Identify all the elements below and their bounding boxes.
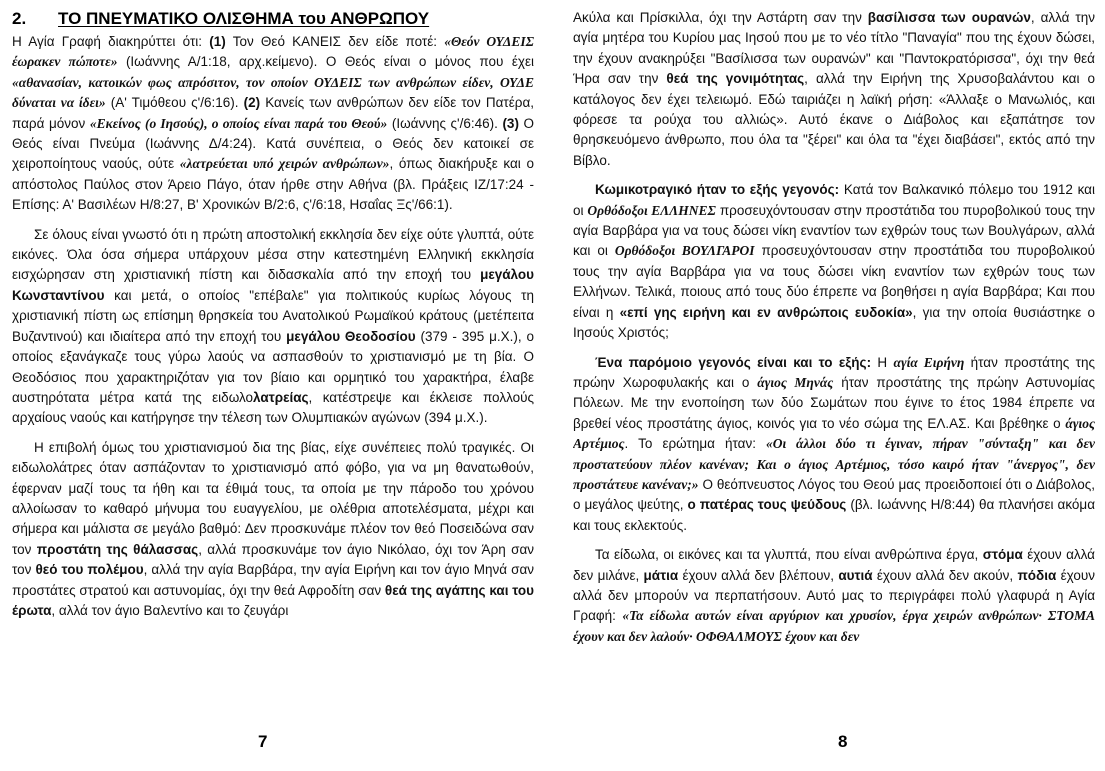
left-page: [12, 8, 534, 733]
paragraph: Τα είδωλα, οι εικόνες και τα γλυπτά, που είναι ανθρώπινα έργα, στόμα έχουν αλλά δεν μιλάνε, μάτια έχουν αλλά δεν βλέπουν, αυτιά έχουν αλλά δεν ακούν, πόδια έχουν αλλά δεν μπορούν να περπατήσουν. Αυτό μας το περιγράφει πολύ γλαφυρά η Αγία Γραφή: «Τα είδωλα αυτών είναι αργύριον και χρυσίον, έργα χειρών ανθρώπων· ΣΤΟΜΑ έχουν και δεν λαλούν· ΟΦΘΑΛΜΟΥΣ έχουν και δεν: [573, 547, 1095, 644]
right-page: [573, 8, 1095, 733]
section-heading: [12, 8, 534, 30]
page-number-left: 7: [258, 732, 268, 751]
paragraph: Ένα παρόμοιο γεγονός είναι και το εξής: Η αγία Ειρήνη ήταν προστάτης της πρώην Χωροφυλακής και ο άγιος Μηνάς ήταν προστάτης της πρώην Αστυνομίας Πόλεων. Με την ενοποίηση των δύο Σωμάτων που έγινε το έτος 1984 έπρεπε να βρεθεί νέος προστάτης άγιος, κοινός για το νέο σώμα της ΕΛ.ΑΣ. Και βρέθηκε ο άγιος Αρτέμιος. Το ερώτημα ήταν: «Οι άλλοι δύο τι έγιναν, πήραν "σύνταξη" και δεν προστατεύουν πλέον κανέναν; Και ο άγιος Αρτέμιος, τόσο καιρό ήταν "άνεργος", δεν προστάτευε κανέναν;» Ο θεόπνευστος Λόγος του Θεού μας προειδοποιεί ότι ο Διάβολος, ο μεγάλος ψεύτης, ο πατέρας τους ψεύδους (βλ. Ιωάννης Η/8:44) θα πλανήσει ακόμα και τους εκλεκτούς.: [573, 354, 1095, 533]
section-number: 2.: [12, 9, 27, 28]
section-title: ΤΟ ΠΝΕΥΜΑΤΙΚΟ ΟΛΙΣΘΗΜΑ του ΑΝΘΡΩΠΟΥ: [58, 9, 430, 28]
right-page-text: [573, 8, 1095, 647]
paragraph: Η επιβολή όμως του χριστιανισμού δια της βίας, είχε συνέπειες πολύ τραγικές. Οι ειδωλολάτρες όταν ασπάζονταν το χριστιανισμό από φόβο, για να μη θανατωθούν, έφερναν μαζί τους τα ήθη και τα έθιμά τους, τα οποία με την πάροδο του χρόνου αλλοίωσαν το καθαρό μήνυμα του ευαγγελίου, με ολέθρια αποτελέσματα, μέχρι και σήμερα και μάλιστα σε μεγάλο βαθμό: Δεν προσκυνάμε πλέον τον θεό Ποσειδώνα σαν τον προστάτη της θάλασσας, αλλά προσκυνάμε τον άγιο Νικόλαο, όχι τον Άρη σαν τον θεό του πολέμου, αλλά την αγία Βαρβάρα, την αγία Ειρήνη και τον άγιο Μηνά σαν προστάτες στρατού και αστυνομίας, όχι την θεά Αφροδίτη σαν θεά της αγάπης και του έρωτα, αλλά τον άγιο Βαλεντίνο και το ζευγάρι: [12, 439, 534, 618]
page-number-right: 8: [838, 732, 848, 751]
left-page-text: [12, 32, 534, 621]
paragraph: Ακύλα και Πρίσκιλλα, όχι την Αστάρτη σαν την βασίλισσα των ουρανών, αλλά την αγία μητέρα του Κυρίου μας Ιησού που με το νέο τίτλο "Παναγία" που της έχουν δώσει, την έχουν ανακηρύξει "Βασίλισσα των ουρανών" και "Παντοκρατόρισσα", όχι την θεά Ήρα σαν την θεά της γονιμότητας, αλλά την Ειρήνη της Χρυσοβαλάντου και ο κατάλογος δεν έχει τελειωμό. Εδώ ταιριάζει η λαϊκή ρήση: «Άλλαξε ο Μανωλιός, και φόρεσε τα ρούχα του αλλιώς». Αυτό έκανε ο Διάβολος και εξαπάτησε τον θρησκευόμενο άνθρωπο, που όλα τα "ξέρει" και όλα τα "έχει διαβάσει", εκτός από την Βίβλο.: [573, 10, 1095, 168]
paragraph: Σε όλους είναι γνωστό ότι η πρώτη αποστολική εκκλησία δεν είχε ούτε γλυπτά, ούτε εικόνες. Όλα όσα σήμερα υπάρχουν μέσα στην κατεστημένη Ελληνική εκκλησία εισχώρησαν στη χριστιανική πίστη και διδασκαλία από την εποχή του μεγάλου Κωνσταντίνου και μετά, ο οποίος "επέβαλε" για πολιτικούς κυρίως λόγους τη χριστιανική πίστη ως επίσημη θρησκεία του Ανατολικού Ρωμαϊκού κράτους (μετέπειτα Βυζαντινού) και ιδιαίτερα από την εποχή του μεγάλου Θεοδοσίου (379 - 395 μ.Χ.), ο οποίος εξανάγκαζε τους γύρω λαούς να ασπασθούν το χριστιανισμό με τη βία. Ο Θεοδόσιος που χαρακτηριζόταν για τον βίαιο και ορμητικό του χαρακτήρα, έλαβε αυστηρότατα μέτρα κατά της ειδωλολατρείας, κατέστρεψε και έκλεισε πολλούς αρχαίους ναούς και κατήργησε την τέλεση των Ολυμπιακών αγώνων (394 μ.Χ.).: [12, 226, 534, 426]
paragraph: Η Αγία Γραφή διακηρύττει ότι: (1) Τον Θεό ΚΑΝΕΙΣ δεν είδε ποτέ: «Θεόν ΟΥΔΕΙΣ έωρακεν πώποτε» (Ιωάννης Α/1:18, αρχ.κείμενο). Ο Θεός είναι ο μόνος που έχει «αθανασίαν, κατοικών φως απρόσιτον, τον οποίον ΟΥΔΕΙΣ των ανθρώπων είδεν, ΟΥΔΕ δύναται να ίδει» (Α' Τιμόθεου ς'/6:16). (2) Κανείς των ανθρώπων δεν είδε τον Πατέρα, παρά μόνον «Εκείνος (ο Ιησούς), ο οποίος είναι παρά του Θεού» (Ιωάννης ς'/6:46). (3) Ο Θεός είναι Πνεύμα (Ιωάννης Δ/4:24). Κατά συνέπεια, ο Θεός δεν κατοικεί σε χειροποίητους ναούς, ούτε «λατρεύεται υπό χειρών ανθρώπων», όπως διακήρυξε και ο απόστολος Παύλος στον Άρειο Πάγο, όταν ήρθε στην Αθήνα (βλ. Πράξεις ΙΖ/17:24 - Επίσης: Α' Βασιλέων Η/8:27, Β' Χρονικών Β/2:6, ς'/6:18, Ησαΐας Ξς'/66:1).: [12, 34, 534, 213]
paragraph: Κωμικοτραγικό ήταν το εξής γεγονός: Κατά τον Βαλκανικό πόλεμο του 1912 και οι Ορθόδοξοι ΕΛΛΗΝΕΣ προσευχόντουσαν στην προστάτιδα του πυροβολικού τους την αγία Βαρβάρα για να τους δώσει νίκη εναντίον των εχθρών τους των Βουλγάρων, αλλά και οι Ορθόδοξοι ΒΟΥΛΓΑΡΟΙ προσευχόντουσαν στην προστάτιδα του πυροβολικού τους την αγία Βαρβάρα για να τους δώσει νίκη εναντίον των εχθρών τους των Ελλήνων. Τελικά, ποιους από τους δύο έπρεπε να βοηθήσει η αγία Βαρβάρα; Και που είναι η «επί γης ειρήνη και εν ανθρώποις ευδοκία», για την οποία θυσιάστηκε ο Ιησούς Χριστός;: [573, 182, 1095, 341]
